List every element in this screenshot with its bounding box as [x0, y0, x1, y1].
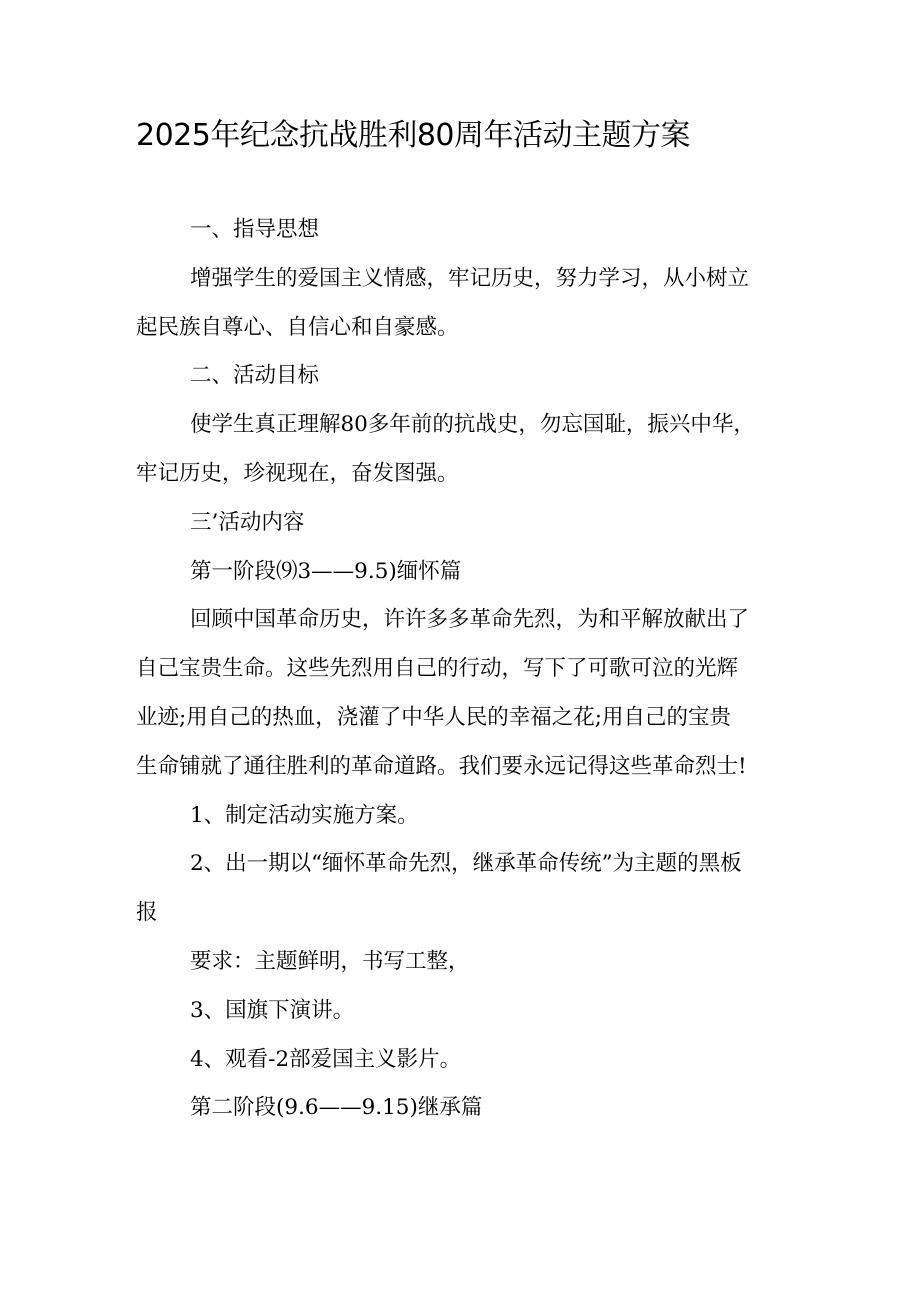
paragraph-line: 起民族自尊心、自信心和自豪感。: [136, 314, 459, 340]
paragraph-line: 报: [136, 900, 158, 926]
paragraph-line: 使学生真正理解80多年前的抗战史，勿忘国耻，振兴中华，: [190, 412, 755, 438]
paragraph-line: 业迹;用自己的热血，浇灌了中华人民的幸福之花;用自己的宝贵: [136, 704, 731, 730]
paragraph-line: 自己宝贵生命。这些先烈用自己的行动，写下了可歌可泣的光辉: [136, 656, 739, 682]
list-item-films: 4、观看-2部爱国主义影片。: [190, 1046, 462, 1072]
paragraph-activity-goals: [136, 401, 800, 499]
paragraph-line: 回顾中国革命历史，许许多多革命先烈，为和平解放献出了: [190, 607, 750, 633]
stage-heading-second: 第二阶段(9.6——9.15)继承篇: [190, 1095, 483, 1121]
stage-heading-first: 第一阶段⑼3——9.5)缅怀篇: [190, 558, 462, 584]
section-heading-activity-content: 三’活动内容: [190, 509, 305, 535]
document-body: [136, 206, 800, 1133]
section-heading-activity-goals: 二、活动目标: [190, 363, 320, 389]
list-item-speech: 3、国旗下演讲。: [190, 997, 355, 1023]
requirement-text: 要求：主题鲜明，书写工整，: [190, 948, 470, 974]
paragraph-revolution-history: [136, 596, 800, 791]
document-title: 2025年纪念抗战胜利80周年活动主题方案: [136, 118, 691, 153]
paragraph-guiding-ideology: [136, 255, 800, 353]
section-heading-guiding-ideology: 一、指导思想: [190, 217, 320, 242]
paragraph-line: 生命铺就了通往胜利的革命道路。我们要永远记得这些革命烈士!: [136, 753, 747, 779]
paragraph-line: 增强学生的爱国主义情感，牢记历史，努力学习，从小树立: [190, 265, 750, 291]
list-item-plan: 1、制定活动实施方案。: [190, 802, 419, 828]
list-item-blackboard: [136, 840, 800, 938]
paragraph-line: 牢记历史，珍视现在，奋发图强。: [136, 460, 459, 486]
paragraph-line: 2、出一期以“缅怀革命先烈，继承革命传统”为主题的黑板: [190, 851, 742, 877]
